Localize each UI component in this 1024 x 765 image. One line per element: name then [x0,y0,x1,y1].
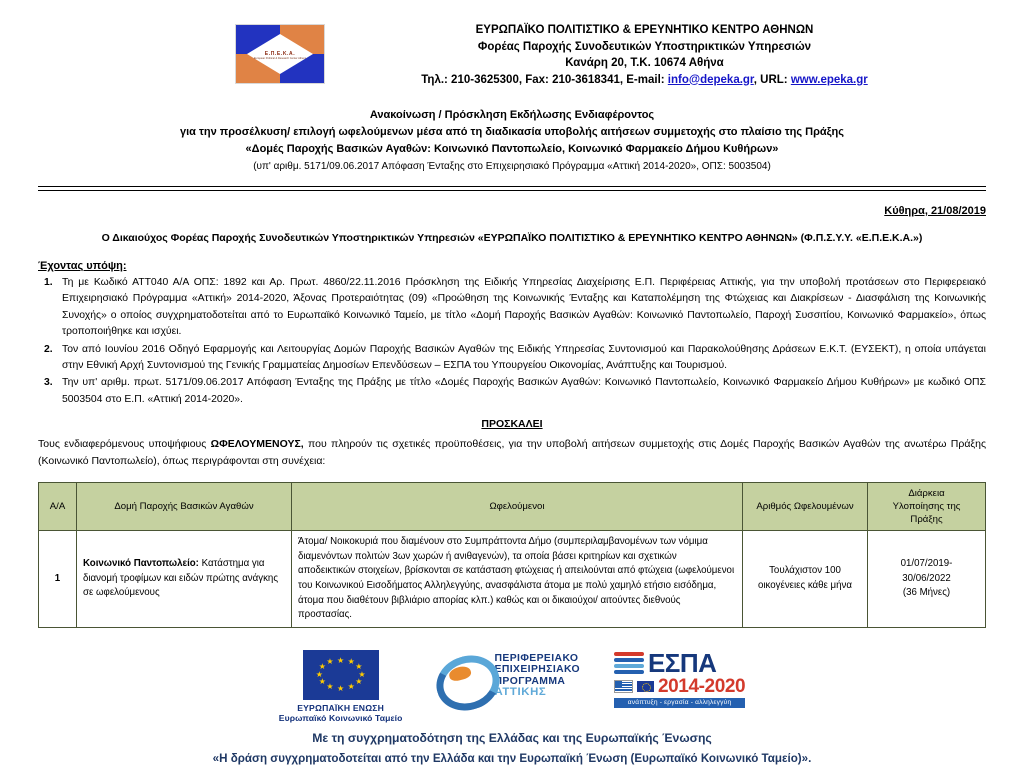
invites-heading: ΠΡΟΣΚΑΛΕΙ [481,418,543,431]
table-row [39,531,986,628]
invitation-text-part1: Τους ενδιαφερόμενους υποψήφιους [38,438,211,451]
eu-caption-line2: Ευρωπαϊκό Κοινωνικό Ταμείο [278,712,403,723]
greece-flag-canton [615,681,622,687]
letterhead-text-block [237,22,964,88]
espa-wordmark: ΕΣΠΑ [647,647,717,678]
number-line2: οικογένειες κάθε μήνα [758,580,852,592]
letterhead [0,0,1024,88]
attica-swirl-icon [436,652,488,700]
cell-beneficiaries: Άτομα/ Νοικοκυριά που διαμένουν στο Συμπράττοντα Δήμο (συμπεριλαμβανομένων των νόμιμα διαμενόντων πολιτών 3ων χωρών ή ανιθαγενών), τα οποία βάσει κριτηρίων και σχετικών αποδεικτικών στοιχείων, βρίσκονται σε κατάσταση φτώχειας ή απειλούνται από φτώχεια (ωφελούμενοι του Κοινωνικού Εισοδήματος Αλληλεγγύης, ανασφάλιστα άτομα με πολύ χαμηλό ετήσιο εισόδημα, άτομα που διαθέτουν βιβλιάριο απορίας κλπ.) καθώς και οι δικαιούχοι/ αιτούντες διεθνούς προστασίας. [292,531,743,628]
cofinancing-statement: «Η δράση συγχρηματοδοτείται από την Ελλάδα και την Ευρωπαϊκή Ένωση (Ευρωπαϊκό Κοινωνικό Ταμείο)». [212,751,812,765]
espa-top-row [614,647,745,678]
list-item: Τη με Κωδικό ΑΤΤ040 Α/Α ΟΠΣ: 1892 και Αρ. Πρωτ. 4860/22.11.2016 Πρόσκληση της Ειδικής Υπηρεσίας Διαχείρισης Ε.Π. Περιφέρειας Αττικής, για την υποβολή προτάσεων στο Περιφερειακό Επιχειρησιακό Πρόγραμμα «Αττική» 2014-2020, Άξονας Προτεραιότητας (09) «Προώθηση της Κοινωνικής Ένταξης και Καταπολέμηση της Φτώχειας και Διακρίσεων - Διασφάλιση της Κοινωνικής Συνοχής» ο οποίος συγχρηματοδοτείται από το Ευρωπαϊκό Κοινωνικό Ταμείο, με τίτλο «Δομή Παροχής Βασικών Αγαθών: Κοινωνικό Παντοπωλείο, Παροχή Συσσιτίου, Κοινωνικό Φαρμακείο», όπως τροποποιήθηκε και ισχύει. [62,277,986,338]
announcement-purpose: για την προσέλκυση/ επιλογή ωφελούμενων μέσα από τη διαδικασία υποβολής αιτήσεων συμμετοχής στο πλαίσιο της Πράξης [179,126,844,138]
logo-subtext: European Political & Research Center Athens [253,57,307,61]
cell-number [743,531,868,628]
logo-acronym-text: Ε.Π.Ε.Κ.Α. [264,50,296,57]
duration-line2: 30/06/2022 [902,572,951,584]
org-address-line: Κανάρη 20, Τ.Κ. 10674 Αθήνα [565,57,724,69]
date-row [0,191,1024,219]
beneficiary-organization-line: Ο Δικαιούχος Φορέας Παροχής Συνοδευτικών Υποστηρικτικών Υπηρεσιών «ΕΥΡΩΠΑΪΚΟ ΠΟΛΙΤΙΣΤΙΚΟ & ΕΡΕΥΝΗΤΙΚΟ ΚΕΝΤΡΟ ΑΘΗΝΩΝ» (Φ.Π.Σ.Υ.Υ. «Ε.Π.Ε.Κ.Α.») [101,232,923,244]
website-link[interactable]: www.epeka.gr [790,73,868,86]
epeka-logo-icon [235,24,325,84]
table-header [39,483,986,531]
legal-basis-list [0,275,1024,408]
espa-years-text: 2014-2020 [657,675,746,697]
greece-flag-icon [614,680,633,693]
espa-waves-icon [614,650,644,676]
eu-stars-group: ★ ★ ★ ★ ★ ★ ★ ★ ★ ★ ★ ★ [315,655,366,693]
org-contact-line [325,72,964,89]
table-header-row [39,483,986,531]
eu-caption-line1: ΕΥΡΩΠΑΪΚΗ ΕΝΩΣΗ [297,702,385,713]
attica-line4: ΑΤΤΙΚΗΣ [494,686,547,699]
espa-tagline: ανάπτυξη - εργασία - αλληλεγγύη [614,698,745,708]
column-header-aa: Α/Α [39,483,77,531]
cell-duration [868,531,986,628]
structure-name: Κοινωνικό Παντοπωλείο: [83,558,199,570]
attica-line1: ΠΕΡΙΦΕΡΕΙΑΚΟ [494,652,579,664]
contact-prefix-text: Τηλ.: 210-3625300, Fax: 210-3618341, E-mail: [421,73,668,86]
list-item: Την υπ' αριθμ. πρωτ. 5171/09.06.2017 Απόφαση Ένταξης της Πράξης με τίτλο «Δομές Παροχής Βασικών Αγαθών: Κοινωνικό Παντοπωλείο, Κοινωνικό Φαρμακείο Δήμου Κυθήρων» με κωδικό ΟΠΣ 5003504 στο Ε.Π. «Αττική 2014-2020». [62,377,986,405]
attica-line2: ΕΠΙΧΕΙΡΗΣΙΑΚΟ [494,664,580,676]
espa-mid-row [614,677,745,696]
cofinancing-line: Με τη συγχρηματοδότηση της Ελλάδας και της Ευρωπαϊκής Ένωσης [312,730,712,745]
having-in-mind-heading: Έχοντας υπόψη: [38,260,127,272]
duration-header-line2: Υλοποίησης της [892,501,961,513]
footer-logo-strip [0,628,1024,723]
duration-header-line1: Διάρκεια [908,488,945,500]
document-date: Κύθηρα, 21/08/2019 [884,205,986,217]
announcement-title-inner [38,102,986,182]
structure-description: Κατάστημα για διανομή τροφίμων και ειδών πρώτης ανάγκης σε ωφελούμενους [83,558,278,599]
cell-structure [77,531,292,628]
eu-mini-star-circle [642,683,651,692]
table-body [39,531,986,628]
url-prefix-text: , URL: [753,73,791,86]
column-header-structure: Δομή Παροχής Βασικών Αγαθών [77,483,292,531]
invitation-text-part2: που πληρούν τις σχετικές προϋποθέσεις, για την υποβολή αιτήσεων συμμετοχής στις Δομές Παροχής Βασικών Αγαθών της ανωτέρω Πράξης (Κοινωνικό Παντοπωλείο), όπως περιγράφονται στη συνέχεια: [38,438,987,467]
eu-flag-mini-icon [637,681,654,692]
cell-aa: 1 [39,531,77,628]
announcement-reference: (υπ' αριθμ. 5171/09.06.2017 Απόφαση Ένταξης στο Επιχειρησιακό Πρόγραμμα «Αττική 2014-2020», ΟΠΣ: 5003504) [253,161,771,172]
espa-logo-block [614,647,746,708]
org-name-line: ΕΥΡΩΠΑΪΚΟ ΠΟΛΙΤΙΣΤΙΚΟ & ΕΡΕΥΝΗΤΙΚΟ ΚΕΝΤΡΟ ΑΘΗΝΩΝ [475,24,814,36]
announcement-title-block [38,102,986,187]
announcement-action-name: «Δομές Παροχής Βασικών Αγαθών: Κοινωνικό Παντοπωλείο, Κοινωνικό Φαρμακείο Δήμου Κυθήρων» [245,143,779,155]
duration-line3: (36 Μήνες) [902,587,951,599]
duration-header-line3: Πράξης [910,514,943,526]
attica-program-logo-block [436,652,579,700]
eu-flag-icon [303,650,379,700]
column-header-beneficiaries: Ωφελούμενοι [292,483,743,531]
number-line1: Τουλάχιστον 100 [769,565,841,577]
attica-line3: ΠΡΟΓΡΑΜΜΑ [494,675,566,687]
org-subtitle-line: Φορέας Παροχής Συνοδευτικών Υποστηρικτικών Υπηρεσιών [477,40,812,53]
list-item: Τον από Ιουνίου 2016 Οδηγό Εφαρμογής και Λειτουργίας Δομών Παροχής Βασικών Αγαθών της Ειδικής Υπηρεσίας Συντονισμού και Παρακολούθησης Δράσεων Ε.Κ.Τ. (ΕΥΣΕΚΤ), η οποία υπάγεται στην Εθνική Αρχή Συντονισμού της Γενικής Γραμματείας Δημοσίων Επενδύσεων – ΕΣΠΑ του Υπουργείου Οικονομίας, Ανάπτυξης και Τουρισμού. [62,343,986,372]
eu-logo-block [279,650,403,723]
column-header-number: Αριθμός Ωφελουμένων [743,483,868,531]
structures-table [38,482,986,628]
invitation-paragraph [0,430,1024,469]
duration-line1: 01/07/2019- [900,558,953,570]
email-link[interactable]: info@depeka.gr [667,73,754,86]
invitation-emphasis: ΩΦΕΛΟΥΜΕΝΟΥΣ, [210,438,304,451]
attica-program-text [494,653,579,699]
column-header-duration [868,483,986,531]
announcement-heading: Ανακοίνωση / Πρόσκληση Εκδήλωσης Ενδιαφέροντος [369,109,655,121]
